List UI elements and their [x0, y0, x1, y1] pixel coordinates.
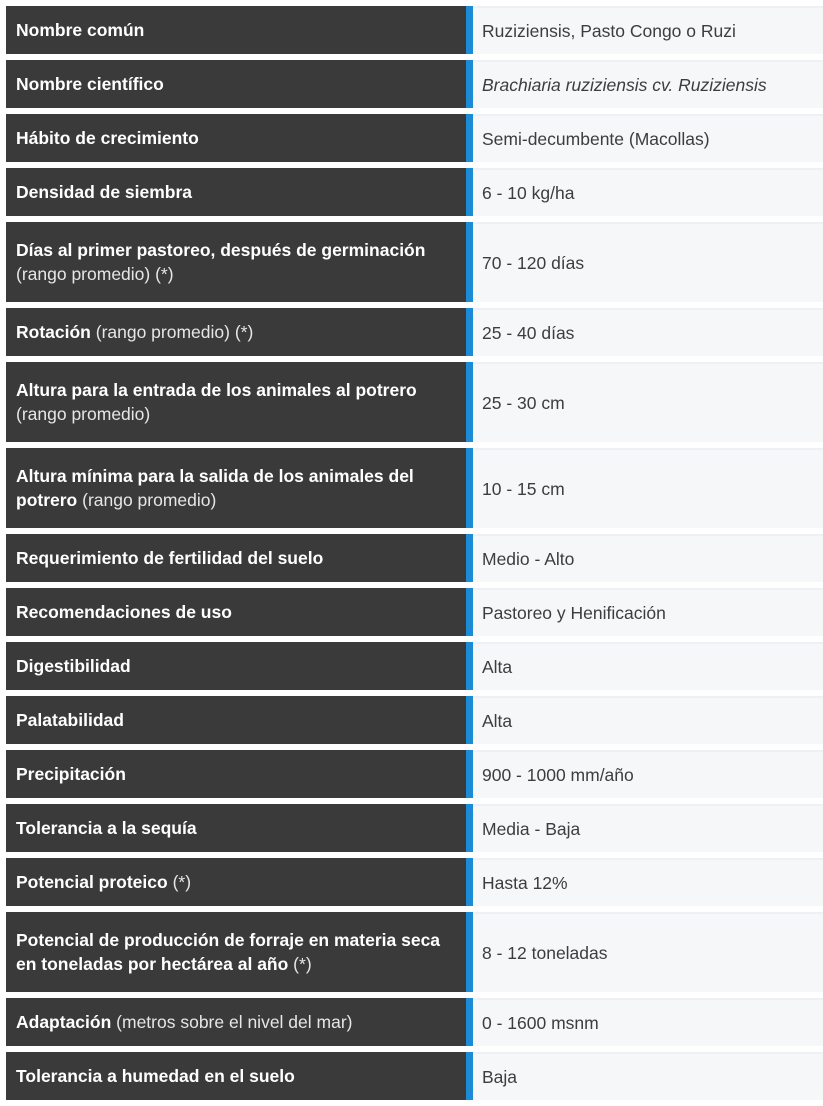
table-row: [6, 308, 823, 356]
table-row: [6, 858, 823, 906]
row-label: [6, 448, 473, 528]
row-value: Pastoreo y Henificación: [473, 588, 823, 636]
table-row: [6, 448, 823, 528]
row-label: [6, 222, 473, 302]
row-label-note: (rango promedio) (*): [16, 264, 174, 284]
row-label: [6, 362, 473, 442]
row-value: 10 - 15 cm: [473, 448, 823, 528]
table-row: [6, 60, 823, 108]
row-label: [6, 588, 473, 636]
table-row: [6, 804, 823, 852]
row-value: 70 - 120 días: [473, 222, 823, 302]
row-value: 0 - 1600 msnm: [473, 998, 823, 1046]
row-label-text: Potencial proteico: [16, 872, 168, 892]
row-label-text: Rotación: [16, 322, 91, 342]
row-value: Baja: [473, 1052, 823, 1100]
row-label-note: (metros sobre el nivel del mar): [111, 1012, 353, 1032]
table-row: [6, 114, 823, 162]
table-row: [6, 696, 823, 744]
table-row: [6, 362, 823, 442]
table-row: [6, 912, 823, 992]
row-label: [6, 308, 473, 356]
row-label-note: (rango promedio) (*): [90, 322, 254, 342]
row-label: [6, 750, 473, 798]
row-label-text: Días al primer pastoreo, después de germinación: [16, 240, 426, 260]
row-label-text: Precipitación: [16, 764, 126, 784]
table-row: [6, 998, 823, 1046]
row-label: [6, 858, 473, 906]
row-label: [6, 642, 473, 690]
table-row: [6, 168, 823, 216]
row-label-note: (rango promedio): [77, 490, 217, 510]
table-row: [6, 222, 823, 302]
row-label: [6, 696, 473, 744]
row-label-text: Nombre científico: [16, 74, 164, 94]
row-label-note: (rango promedio): [16, 404, 151, 424]
row-label-text: Altura mínima para la salida de los animales del potrero: [16, 466, 414, 510]
row-label-note: (*): [288, 954, 312, 974]
table-row: [6, 6, 823, 54]
table-row: [6, 642, 823, 690]
row-label-text: Recomendaciones de uso: [16, 602, 232, 622]
row-value: Ruziziensis, Pasto Congo o Ruzi: [473, 6, 823, 54]
table-row: [6, 750, 823, 798]
row-value: Media - Baja: [473, 804, 823, 852]
row-value: 6 - 10 kg/ha: [473, 168, 823, 216]
row-label: [6, 534, 473, 582]
row-label: [6, 60, 473, 108]
row-value: Alta: [473, 642, 823, 690]
row-label: [6, 998, 473, 1046]
row-label-text: Adaptación: [16, 1012, 112, 1032]
row-value: Hasta 12%: [473, 858, 823, 906]
row-label-text: Densidad de siembra: [16, 182, 193, 202]
row-label-text: Potencial de producción de forraje en materia seca en toneladas por hectárea al año: [16, 930, 441, 974]
row-label-text: Tolerancia a humedad en el suelo: [16, 1066, 295, 1086]
forage-spec-table: [6, 6, 823, 1106]
row-label-note: (*): [167, 872, 192, 892]
row-label: [6, 168, 473, 216]
row-value: Medio - Alto: [473, 534, 823, 582]
table-row: [6, 1052, 823, 1100]
row-label-text: Tolerancia a la sequía: [16, 818, 197, 838]
row-value: Brachiaria ruziziensis cv. Ruziziensis: [473, 60, 823, 108]
row-label-text: Nombre común: [16, 20, 145, 40]
row-label-text: Altura para la entrada de los animales al potrero: [16, 380, 417, 400]
row-value: 25 - 30 cm: [473, 362, 823, 442]
row-label: [6, 804, 473, 852]
row-value: 25 - 40 días: [473, 308, 823, 356]
row-value: 8 - 12 toneladas: [473, 912, 823, 992]
row-value: 900 - 1000 mm/año: [473, 750, 823, 798]
row-value: Semi-decumbente (Macollas): [473, 114, 823, 162]
row-label: [6, 6, 473, 54]
table-row: [6, 534, 823, 582]
row-label-text: Hábito de crecimiento: [16, 128, 199, 148]
row-label: [6, 912, 473, 992]
table-row: [6, 588, 823, 636]
row-label-text: Digestibilidad: [16, 656, 131, 676]
row-label: [6, 1052, 473, 1100]
row-label-text: Palatabilidad: [16, 710, 124, 730]
row-value: Alta: [473, 696, 823, 744]
row-label: [6, 114, 473, 162]
row-label-text: Requerimiento de fertilidad del suelo: [16, 548, 324, 568]
